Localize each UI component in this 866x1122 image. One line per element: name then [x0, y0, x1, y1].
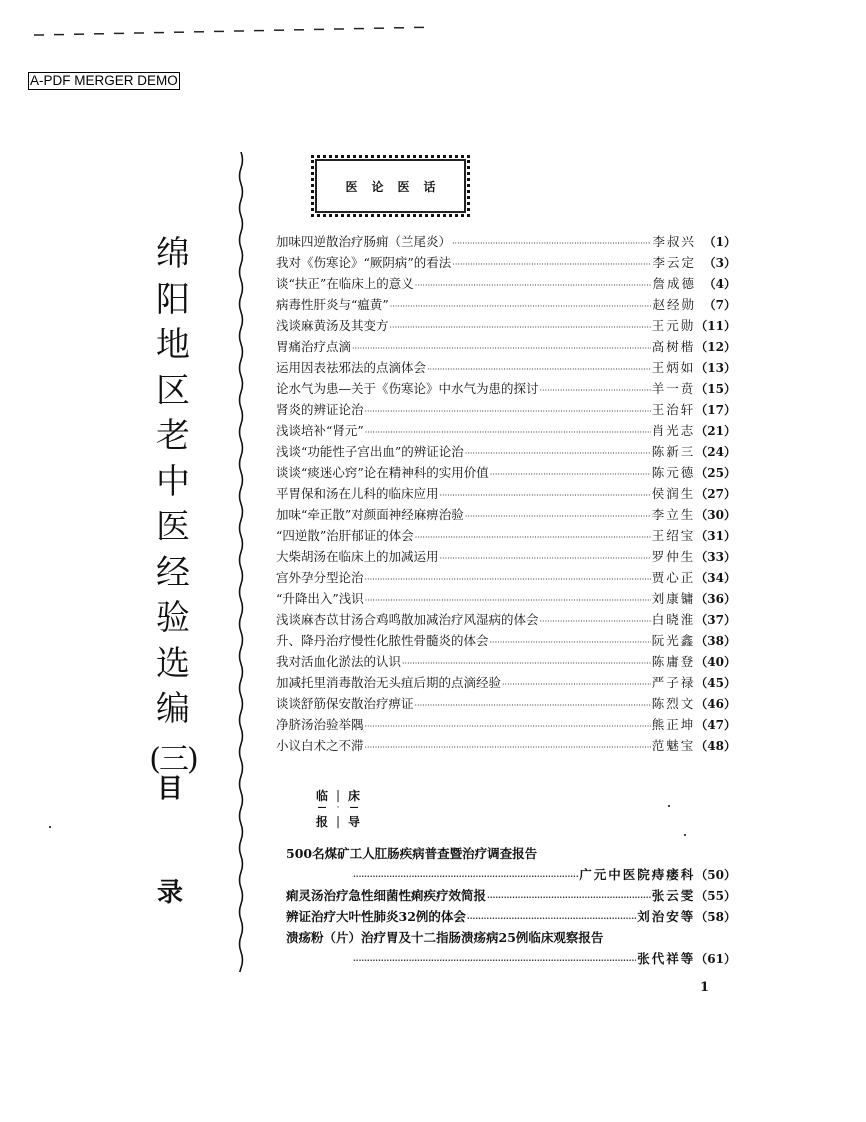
toc-entry[interactable] [276, 357, 736, 378]
entry-title: “升降出入”浅识 [276, 591, 364, 606]
leader-dots [390, 317, 651, 338]
leader-dots [440, 485, 651, 506]
toc-entry[interactable] [276, 441, 736, 462]
entry-page: （4） [703, 277, 736, 291]
toc-entry[interactable] [276, 609, 736, 630]
toc-entry[interactable] [276, 315, 736, 336]
entry-author: 詹成德 [652, 276, 696, 291]
toc-entry[interactable] [276, 525, 736, 546]
leader-dots [502, 674, 651, 695]
leader-dots [365, 716, 651, 737]
entry-author: 广元中医院痔瘘科 [579, 867, 696, 882]
entry-title: 病毒性肝炎与“瘟黄” [276, 297, 389, 312]
entry-author: 肖光志 [651, 423, 696, 438]
wavy-divider [236, 152, 246, 972]
toc-entry[interactable] [276, 336, 736, 357]
toc-entry[interactable] [276, 714, 736, 735]
leader-dots [467, 908, 636, 929]
entry-title: 谈“扶正”在临床上的意义 [276, 276, 414, 291]
entry-title: 谈谈“痰迷心窍”论在精神科的实用价值 [276, 465, 489, 480]
entry-page: （34） [695, 571, 736, 585]
entry-page: （11） [695, 319, 736, 333]
toc-entry[interactable] [276, 273, 736, 294]
leader-dots [540, 380, 651, 401]
entry-title: 小议白术之不滞 [276, 738, 364, 753]
toc-entry[interactable] [276, 588, 736, 609]
entry-title: “四逆散”治肝郁证的体会 [276, 528, 414, 543]
toc-entry[interactable] [276, 378, 736, 399]
leader-dots [487, 887, 651, 908]
toc-entry[interactable] [276, 630, 736, 651]
entry-author: 李立生 [651, 507, 696, 522]
entry-title: 溃疡粉（片）治疗胃及十二指肠溃疡病25例临床观察报告 [286, 930, 604, 945]
toc-entry[interactable] [276, 483, 736, 504]
entry-author: 王治轩 [651, 402, 696, 417]
heading-char: 床 [347, 788, 360, 803]
title-char: 阳 [156, 279, 190, 320]
book-title [143, 232, 203, 782]
entry-title: 浅谈培补“肾元” [276, 423, 364, 438]
entry-page: （46） [695, 697, 736, 711]
title-char: 地 [156, 325, 190, 365]
entry-author: 张代祥等 [637, 951, 696, 966]
leader-dots [365, 737, 651, 758]
leader-dots [452, 254, 651, 275]
leader-dots [490, 464, 651, 485]
entry-page: （61） [695, 952, 736, 966]
leader-dots [365, 422, 651, 443]
entry-title: 辨证治疗大叶性肺炎32例的体会 [286, 909, 466, 924]
entry-title: 升、降丹治疗慢性化脓性骨髓炎的体会 [276, 633, 489, 648]
entry-title: 平胃保和汤在儿科的临床应用 [276, 486, 439, 501]
entry-author: 侯润生 [651, 486, 696, 501]
entry-page: （21） [695, 424, 736, 438]
entry-author: 白晓淮 [651, 612, 696, 627]
toc-section-1 [276, 231, 736, 756]
entry-author: 李云定 [652, 255, 696, 270]
leader-dots [415, 527, 651, 548]
title-char: 中 [156, 461, 190, 502]
entry-author: 熊正坤 [651, 717, 696, 732]
toc-entry[interactable] [286, 843, 736, 864]
toc-entry[interactable] [276, 546, 736, 567]
entry-title: 加减托里消毒散治无头疽后期的点滴经验 [276, 675, 502, 690]
entry-author: 阮光鑫 [651, 633, 696, 648]
entry-author: 王元勋 [651, 318, 696, 333]
leader-dots [452, 233, 651, 254]
toc-entry[interactable] [286, 927, 736, 948]
toc-entry-continuation[interactable] [286, 948, 736, 969]
toc-label-lu: 录 [156, 878, 183, 908]
heading-char: 报 [315, 814, 328, 829]
heading-char: 导 [347, 814, 360, 829]
entry-author: 严子禄 [651, 675, 696, 690]
leader-dots [352, 338, 651, 359]
entry-author: 赵经勋 [652, 297, 696, 312]
leader-dots [365, 569, 651, 590]
page-number: 1 [700, 980, 710, 995]
entry-author: 王绍宝 [651, 528, 696, 543]
volume-number: (三) [149, 741, 197, 777]
toc-entry[interactable] [276, 504, 736, 525]
entry-author: 罗仲生 [651, 549, 696, 564]
heading-char: 临 [315, 788, 328, 803]
title-char: 验 [156, 598, 190, 638]
toc-entry[interactable] [276, 567, 736, 588]
toc-entry[interactable] [276, 693, 736, 714]
entry-author: 高树楷 [651, 339, 696, 354]
leader-dots [540, 611, 651, 632]
entry-page: （45） [695, 676, 736, 690]
section-heading-box [311, 155, 470, 217]
entry-title: 痢灵汤治疗急性细菌性痢疾疗效简报 [286, 888, 487, 903]
leader-dots [465, 506, 651, 527]
entry-title: 胃痛治疗点滴 [276, 339, 352, 354]
entry-title: 运用因表祛邪法的点滴体会 [276, 360, 427, 375]
entry-title: 肾炎的辨证论治 [276, 402, 364, 417]
entry-author: 张云雯 [651, 888, 696, 903]
entry-title: 大柴胡汤在临床上的加减运用 [276, 549, 439, 564]
scan-dashed-line [34, 22, 424, 36]
title-char: 编 [156, 689, 190, 729]
toc-entry[interactable] [276, 294, 736, 315]
entry-author: 王炳如 [651, 360, 696, 375]
title-char: 区 [156, 370, 190, 411]
entry-page: （1） [703, 235, 736, 249]
entry-page: （3） [703, 256, 736, 270]
entry-author: 陈新三 [651, 444, 696, 459]
title-char: 医 [156, 507, 190, 547]
leader-dots [465, 443, 651, 464]
title-char: 绵 [156, 234, 190, 274]
toc-entry[interactable] [286, 885, 736, 906]
toc-entry-continuation[interactable] [286, 864, 736, 885]
entry-title: 浅谈麻杏苡甘汤合鸡鸣散加减治疗风湿病的体会 [276, 612, 539, 627]
entry-page: （12） [695, 340, 736, 354]
entry-title: 宫外孕分型论治 [276, 570, 364, 585]
entry-author: 李叔兴 [652, 234, 696, 249]
toc-entry[interactable] [276, 399, 736, 420]
leader-dots [353, 866, 578, 887]
leader-dots [365, 401, 651, 422]
title-char: 选 [156, 643, 190, 684]
toc-entry[interactable] [276, 735, 736, 756]
leader-dots [415, 695, 651, 716]
entry-title: 净脐汤治验举隅 [276, 717, 364, 732]
entry-author: 贾心正 [651, 570, 696, 585]
title-char: 老 [156, 416, 190, 456]
leader-dots [365, 590, 651, 611]
leader-dots [427, 359, 651, 380]
entry-title: 谈谈舒筋保安散治疗痹证 [276, 696, 414, 711]
title-char: 经 [156, 552, 190, 593]
leader-dots [440, 548, 651, 569]
entry-page: （38） [695, 634, 736, 648]
entry-page: （27） [695, 487, 736, 501]
scan-speck [668, 805, 670, 807]
entry-page: （13） [695, 361, 736, 375]
entry-page: （33） [695, 550, 736, 564]
scan-speck [684, 834, 686, 836]
entry-author: 陈元德 [651, 465, 696, 480]
toc-section-2 [286, 843, 736, 969]
toc-entry[interactable] [276, 420, 736, 441]
entry-page: （47） [695, 718, 736, 732]
entry-page: （25） [695, 466, 736, 480]
entry-author: 范魅宝 [651, 738, 696, 753]
entry-author: 羊一贲 [651, 381, 696, 396]
entry-author: 刘康镛 [651, 591, 696, 606]
leader-dots [402, 653, 651, 674]
entry-title: 加味“牵正散”对颜面神经麻痹治验 [276, 507, 464, 522]
toc-label-mu: 目 [156, 774, 183, 804]
entry-author: 陈庸登 [651, 654, 696, 669]
entry-page: （31） [695, 529, 736, 543]
toc-entry[interactable] [276, 252, 736, 273]
entry-title: 我对活血化淤法的认识 [276, 654, 402, 669]
toc-entry[interactable] [276, 462, 736, 483]
entry-page: （17） [695, 403, 736, 417]
entry-page: （15） [695, 382, 736, 396]
section-heading: 医论医话 [345, 179, 450, 194]
toc-entry[interactable] [286, 906, 736, 927]
leader-dots [490, 632, 651, 653]
entry-page: （40） [695, 655, 736, 669]
leader-dots [353, 950, 636, 971]
entry-page: （24） [695, 445, 736, 459]
leader-dots [390, 296, 652, 317]
entry-title: 加味四逆散治疗肠痈（兰尾炎） [276, 234, 452, 249]
entry-page: （50） [695, 868, 736, 882]
entry-page: （55） [695, 889, 736, 903]
scan-speck [49, 826, 51, 828]
entry-title: 浅谈麻黄汤及其变方 [276, 318, 389, 333]
entry-title: 论水气为患—关于《伤寒论》中水气为患的探讨 [276, 381, 539, 396]
entry-page: （30） [695, 508, 736, 522]
toc-entry[interactable] [276, 231, 736, 252]
entry-page: （37） [695, 613, 736, 627]
entry-author: 陈烈文 [651, 696, 696, 711]
entry-page: （36） [695, 592, 736, 606]
entry-author: 刘治安等 [637, 909, 696, 924]
entry-page: （48） [695, 739, 736, 753]
entry-title: 浅谈“功能性子宫出血”的辨证论治 [276, 444, 464, 459]
entry-title: 我对《伤寒论》“厥阴病”的看法 [276, 255, 452, 270]
entry-page: （7） [703, 298, 736, 312]
leader-dots [415, 275, 652, 296]
entry-title: 500名煤矿工人肛肠疾病普查暨治疗调查报告 [286, 846, 538, 861]
toc-entry[interactable] [276, 672, 736, 693]
section-2-heading: 临 | 床 — · — 报 | 导 [312, 787, 372, 829]
watermark-label: A-PDF MERGER DEMO [30, 73, 178, 88]
toc-entry[interactable] [276, 651, 736, 672]
entry-page: （58） [695, 910, 736, 924]
